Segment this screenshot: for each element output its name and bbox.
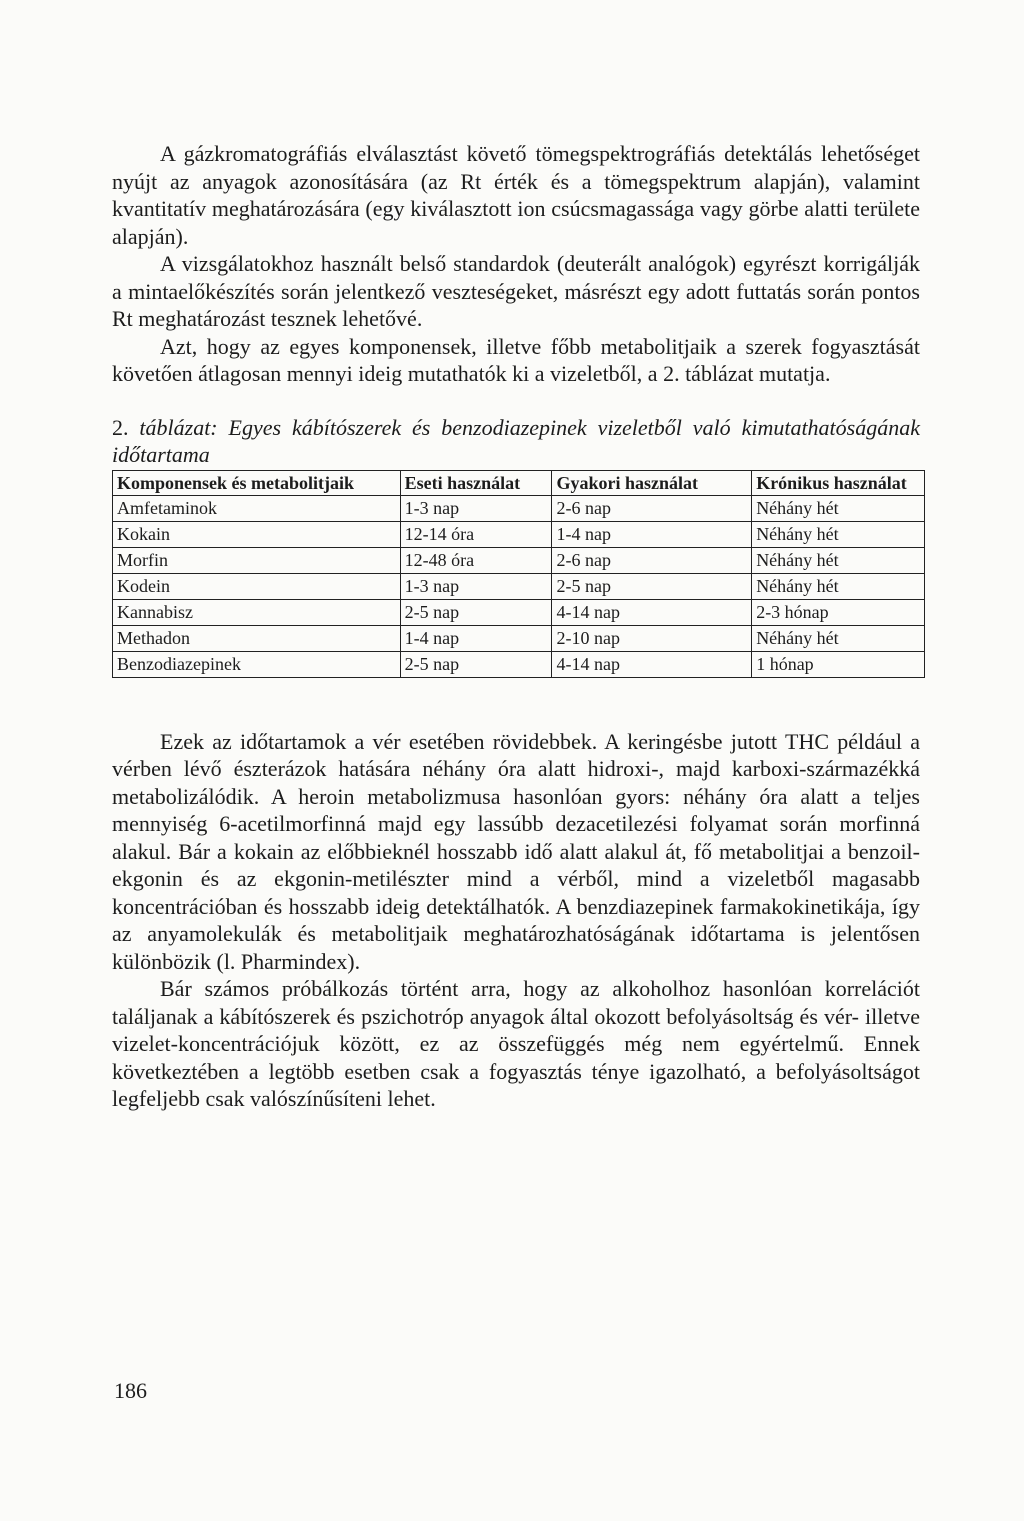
table-cell: 1-3 nap [400,573,552,599]
table-cell: 2-5 nap [400,651,552,677]
table-cell: 12-14 óra [400,521,552,547]
table-cell: Amfetaminok [113,495,401,521]
paragraph-gc-ms: A gázkromatográfiás elválasztást követő tömegspektrográfiás detektálás lehetőséget nyújt az anyagok azonosítására (az Rt érték és a tömegspektrum alapján), valamint kvantitatív meghatározására (egy kiválasztott ion csúcsmagassága vagy görbe alatti területe alapján). [112,141,920,249]
paragraph-blood-metabolism: Ezek az időtartamok a vér esetében rövidebbek. A keringésbe jutott THC például a vérben lévő észterázok hatására néhány óra alatt hidroxi-, majd karboxi-származékká metabolizálódik. A heroin metabolizmusa hasonlóan gyors: néhány óra alatt a teljes mennyiség 6-acetilmorfinná majd egy lassúbb dezacetilezési folyamat során morfinná alakul. Bár a kokain az előbbieknél hosszabb idő alatt alakul át, fő metabolitjai a benzoil-ekgonin és az ekgonin-metilészter mind a vérből, mind a vizeletből magasabb koncentrációban és hosszabb ideig detektálhatók. A benzdiazepinek farmakokinetikája, így az anyamolekulák és metabolitjaik meghatározhatóságának időtartama is jelentősen különbözik (l. Pharmindex). [112,728,920,974]
table-cell: Kodein [113,573,401,599]
table-cell: Néhány hét [752,495,925,521]
header-frequent-use: Gyakori használat [552,470,752,495]
table-row [113,495,925,521]
table-cell: 1-4 nap [552,521,752,547]
paragraph-internal-standards: A vizsgálatokhoz használt belső standardok (deuterált analógok) egyrészt korrigálják a mintaelőkészítés során jelentkező veszteségeket, másrészt egy adott futtatás során pontos Rt meghatározást tesznek lehetővé. [112,251,920,331]
table-cell: 2-6 nap [552,495,752,521]
table-cell: 2-10 nap [552,625,752,651]
table-caption [112,414,920,468]
header-occasional-use: Eseti használat [400,470,552,495]
table-row [113,547,925,573]
table-cell: Néhány hét [752,625,925,651]
paragraph-table-intro: Azt, hogy az egyes komponensek, illetve főbb metabolitjaik a szerek fogyasztását követően átlagosan mennyi ideig mutathatók ki a vizeletből, a 2. táblázat mutatja. [112,333,920,386]
table-cell: Néhány hét [752,547,925,573]
table-cell: Benzodiazepinek [113,651,401,677]
table-caption-number: 2. [112,414,129,440]
table-cell: 1-4 nap [400,625,552,651]
table-cell: 4-14 nap [552,599,752,625]
table-cell: 2-5 nap [400,599,552,625]
table-cell: Néhány hét [752,573,925,599]
table-cell: 1 hónap [752,651,925,677]
paragraph-correlation: Bár számos próbálkozás történt arra, hogy az alkoholhoz hasonlóan korrelációt találjanak a kábítószerek és pszichotróp anyagok által okozott befolyásoltság és vér- illetve vizelet-koncentrációjuk között, ez az összefüggés még nem egyértelmű. Ennek következtében a legtöbb esetben csak a fogyasztás ténye igazolható, a befolyásoltságot legfeljebb csak valószínűsíteni lehet. [112,976,920,1111]
header-chronic-use: Krónikus használat [752,470,925,495]
table-cell: Néhány hét [752,521,925,547]
table-caption-text: táblázat: Egyes kábítószerek és benzodiazepinek vizeletből való kimutathatóságának időtartama [112,414,920,467]
page-body [112,140,920,1113]
table-header-row [113,470,925,495]
table-cell: 2-5 nap [552,573,752,599]
table-cell: Kannabisz [113,599,401,625]
page-number: 186 [114,1378,147,1403]
table-row [113,599,925,625]
table-cell: 2-6 nap [552,547,752,573]
table-cell: Kokain [113,521,401,547]
text-after-table [112,728,920,1113]
table-row [113,625,925,651]
table-cell: 2-3 hónap [752,599,925,625]
table-cell: 1-3 nap [400,495,552,521]
detection-time-table [112,470,925,678]
table-row [113,573,925,599]
table-cell: 12-48 óra [400,547,552,573]
table-cell: 4-14 nap [552,651,752,677]
table-row [113,651,925,677]
header-components: Komponensek és metabolitjaik [113,470,401,495]
table-cell: Methadon [113,625,401,651]
table-row [113,521,925,547]
table-cell: Morfin [113,547,401,573]
